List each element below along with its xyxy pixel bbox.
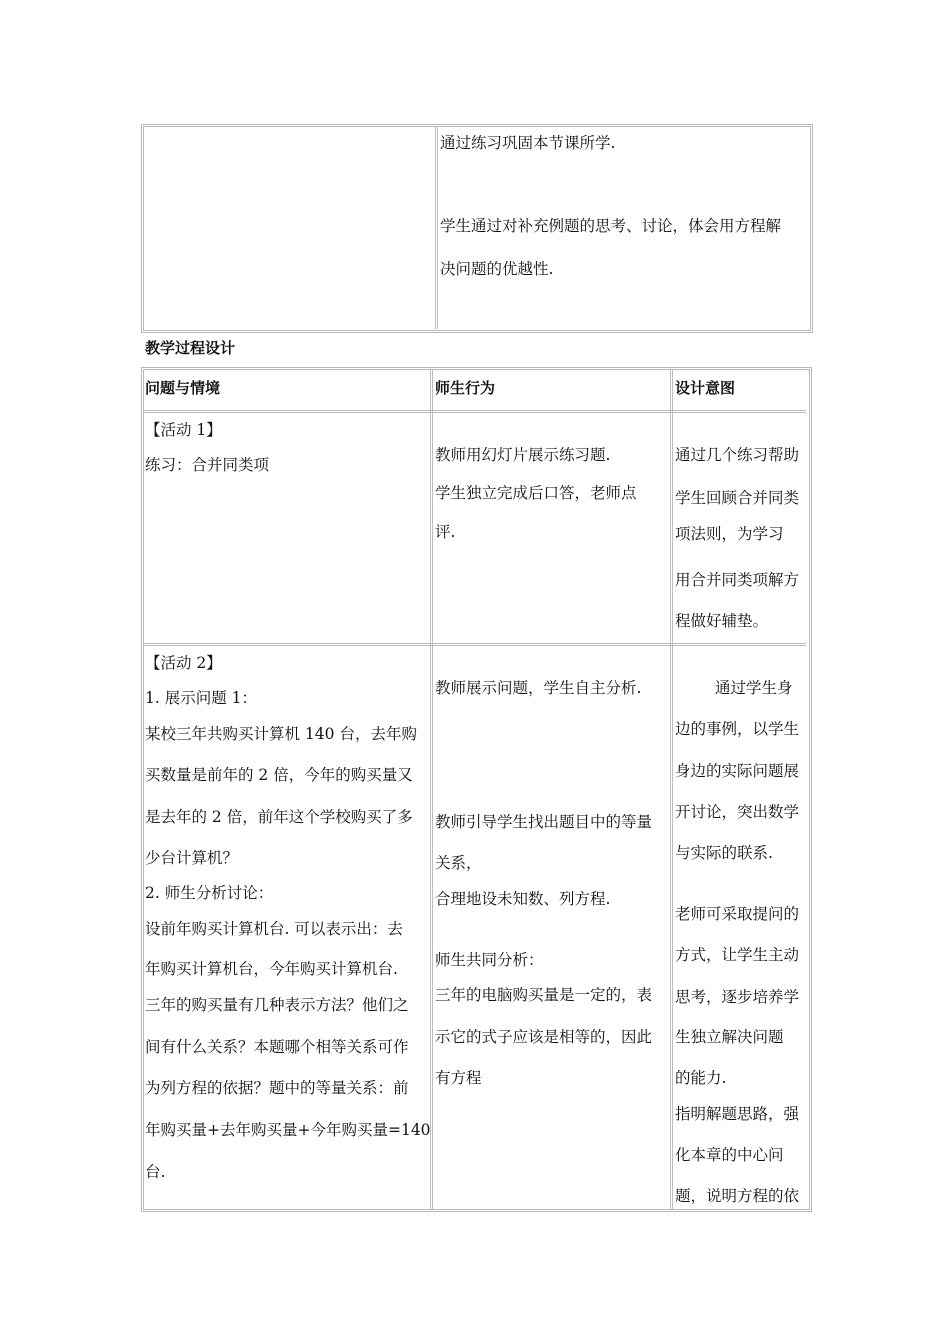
top-table-divider: [435, 127, 438, 329]
row2-col1-line: 设前年购买计算机台. 可以表示出：去: [145, 920, 403, 938]
row2-col2-line: 教师引导学生找出题目中的等量: [435, 813, 653, 831]
row2-col3-line: 边的事例，以学生: [675, 720, 800, 738]
row2-col1-line: 年购买量+去年购买量+今年购买量=140: [145, 1121, 431, 1139]
row2-col2-line: 有方程: [435, 1069, 482, 1087]
row2-col2-line: 三年的电脑购买量是一定的，表: [435, 986, 653, 1004]
row2-col1-line: 买数量是前年的 2 倍，今年的购买量又: [145, 766, 413, 784]
row2-col1-line: 年购买计算机台，今年购买计算机台.: [145, 960, 398, 978]
row1-col3-line: 项法则，为学习: [675, 525, 784, 543]
row2-col1-line: 【活动 2】: [145, 654, 222, 672]
row1-col1-line: 【活动 1】: [145, 421, 222, 439]
row1-col3-line: 程做好辅垫。: [675, 612, 769, 630]
row2-col1-line: 1. 展示问题 1：: [145, 689, 258, 707]
row2-col3-line: 方式，让学生主动: [675, 946, 800, 964]
row2-col2-line: 教师展示问题，学生自主分析.: [435, 679, 642, 697]
row1-col2-line: 评.: [435, 523, 456, 541]
row2-col3-line: 思考，逐步培养学: [675, 988, 800, 1006]
row1-col3-line: 通过几个练习帮助: [675, 446, 800, 464]
row2-col1-line: 为列方程的依据？题中的等量关系：前: [145, 1079, 409, 1097]
row2-col3-line: 指明解题思路，强: [675, 1105, 800, 1123]
row1-col2-line: 学生独立完成后口答，老师点: [435, 484, 637, 502]
row2-col3-line: 化本章的中心问: [675, 1146, 784, 1164]
header-divider: [144, 410, 806, 413]
row2-col1-line: 2. 师生分析讨论：: [145, 884, 274, 902]
header-behavior: 师生行为: [435, 379, 496, 397]
col-divider-2: [670, 370, 673, 1209]
row1-col3-line: 用合并同类项解方: [675, 571, 800, 589]
header-intent: 设计意图: [675, 379, 736, 397]
top-table-line-1: 通过练习巩固本节课所学.: [440, 134, 616, 152]
row2-col3-line: 与实际的联系.: [675, 844, 773, 862]
row2-col1-line: 某校三年共购买计算机 140 台，去年购: [145, 725, 417, 743]
row2-col2-line: 合理地设未知数、列方程.: [435, 890, 611, 908]
row2-col3-line: 开讨论，突出数学: [675, 803, 800, 821]
section-title: 教学过程设计: [145, 339, 236, 357]
row2-col3-line: 的能力.: [675, 1069, 727, 1087]
row2-col3-line: 身边的实际问题展: [675, 762, 800, 780]
header-scenario: 问题与情境: [145, 379, 221, 397]
top-table-line-2: 学生通过对补充例题的思考、讨论，体会用方程解: [440, 217, 782, 235]
row2-col3-line: 通过学生身: [715, 679, 793, 697]
row2-col3-line: 老师可采取提问的: [675, 905, 800, 923]
row2-col3-line: 生独立解决问题: [675, 1028, 784, 1046]
col-divider-1: [430, 370, 433, 1209]
row2-col1-line: 台.: [145, 1163, 166, 1181]
row2-col1-line: 是去年的 2 倍，前年这个学校购买了多: [145, 808, 413, 826]
row1-col3-line: 学生回顾合并同类: [675, 489, 800, 507]
top-table-line-3: 决问题的优越性.: [440, 260, 554, 278]
row1-col1-line: 练习：合并同类项: [145, 456, 270, 474]
row1-col2-line: 教师用幻灯片展示练习题.: [435, 446, 611, 464]
row-divider: [144, 643, 806, 646]
row2-col1-line: 三年的购买量有几种表示方法？他们之: [145, 996, 409, 1014]
row2-col2-line: 师生共同分析：: [435, 951, 544, 969]
row2-col2-line: 示它的式子应该是相等的，因此: [435, 1028, 653, 1046]
row2-col2-line: 关系，: [435, 854, 482, 872]
row2-col1-line: 间有什么关系？本题哪个相等关系可作: [145, 1038, 409, 1056]
row2-col1-line: 少台计算机？: [145, 849, 239, 867]
row2-col3-line: 题，说明方程的依: [675, 1187, 800, 1205]
